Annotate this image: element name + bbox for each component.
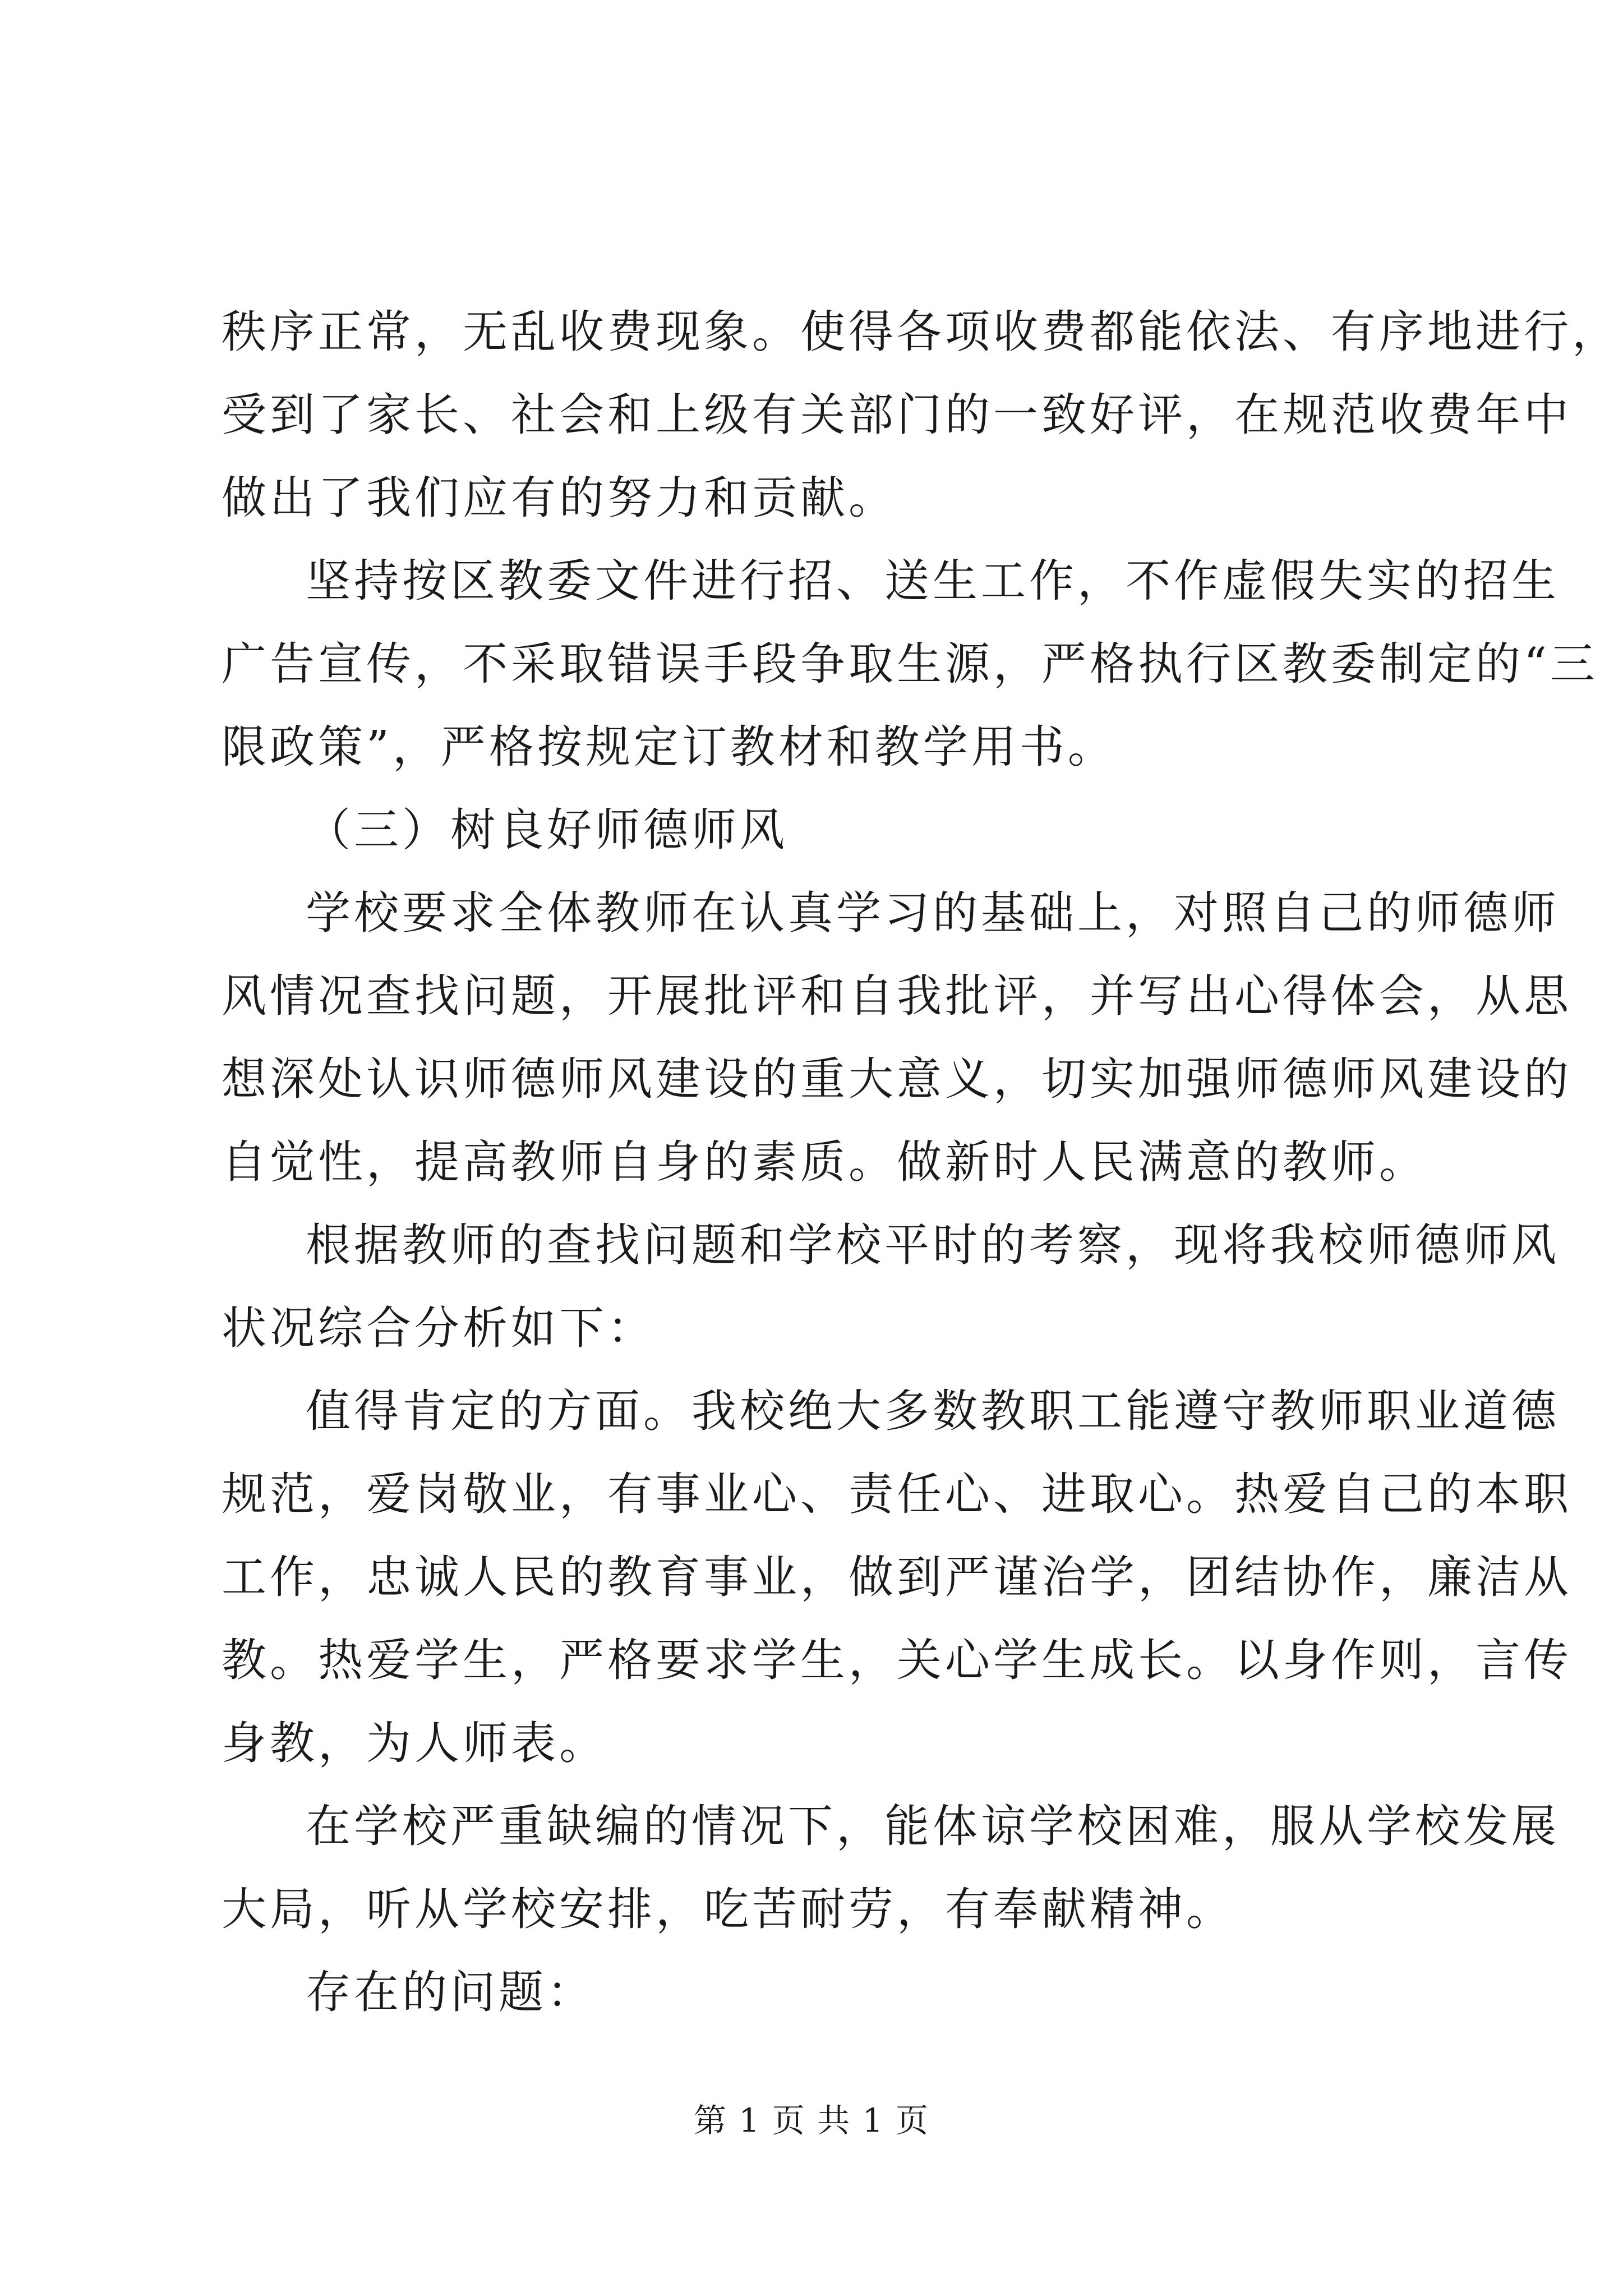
paragraph-line: 在学校严重缺编的情况下，能体谅学校困难，服从学校发展 bbox=[306, 1800, 1560, 1852]
paragraph-line: 值得肯定的方面。我校绝大多数教职工能遵守教师职业道德 bbox=[306, 1385, 1560, 1437]
paragraph-line: 学校要求全体教师在认真学习的基础上，对照自己的师德师 bbox=[306, 887, 1560, 939]
paragraph-line: 身教，为人师表。 bbox=[222, 1717, 607, 1769]
paragraph-line: 想深处认识师德师风建设的重大意义，切实加强师德师风建设的 bbox=[222, 1053, 1572, 1105]
paragraph-line: 风情况查找问题，开展批评和自我批评，并写出心得体会，从思 bbox=[222, 970, 1572, 1022]
paragraph-line: 教。热爱学生，严格要求学生，关心学生成长。以身作则，言传 bbox=[222, 1634, 1572, 1686]
page-footer: 第 1 页 共 1 页 bbox=[694, 2101, 929, 2139]
paragraph-line: 受到了家长、社会和上级有关部门的一致好评，在规范收费年中 bbox=[222, 389, 1572, 441]
paragraph-line: 规范，爱岗敬业，有事业心、责任心、进取心。热爱自己的本职 bbox=[222, 1468, 1572, 1520]
paragraph-line: 广告宣传，不采取错误手段争取生源，严格执行区教委制定的“三 bbox=[222, 638, 1598, 690]
paragraph-line: 秩序正常，无乱收费现象。使得各项收费都能依法、有序地进行， bbox=[222, 306, 1620, 358]
paragraph-line: 状况综合分析如下： bbox=[222, 1302, 656, 1354]
paragraph-line: 工作，忠诚人民的教育事业，做到严谨治学，团结协作，廉洁从 bbox=[222, 1551, 1572, 1603]
paragraph-line: 限政策”，严格按规定订教材和教学用书。 bbox=[222, 721, 1116, 773]
paragraph-line: 存在的问题： bbox=[306, 1966, 595, 2018]
paragraph-line: 大局，听从学校安排，吃苦耐劳，有奉献精神。 bbox=[222, 1883, 1234, 1935]
paragraph-line: 自觉性，提高教师自身的素质。做新时人民满意的教师。 bbox=[222, 1136, 1427, 1188]
paragraph-line: 根据教师的查找问题和学校平时的考察，现将我校师德师风 bbox=[306, 1219, 1560, 1271]
section-heading: （三）树良好师德师风 bbox=[306, 804, 788, 856]
paragraph-line: 坚持按区教委文件进行招、送生工作，不作虚假失实的招生 bbox=[306, 555, 1560, 607]
paragraph-line: 做出了我们应有的努力和贡献。 bbox=[222, 472, 897, 524]
